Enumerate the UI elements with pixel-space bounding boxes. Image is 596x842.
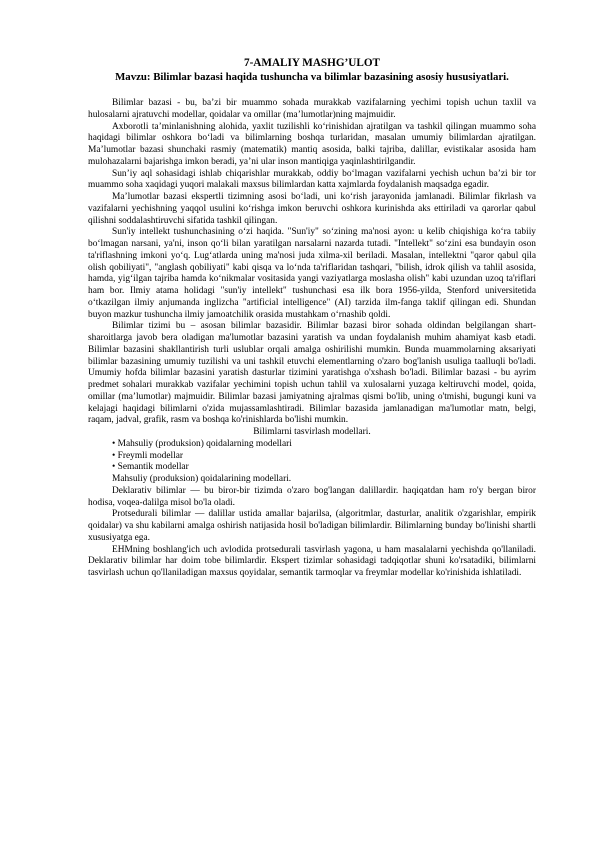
document-title: 7-AMALIY MASHG’ULOT [243, 57, 380, 69]
paragraph: Bilimlar bazasi - bu, ba’zi bir muammo sohada murakkab vazifalarning yechimi topish uchun taxlil va hulosalarni ajratuvchi modellar, qoidalar va omillar (ma’lumotlar)ning majmuidir. [88, 98, 536, 120]
list-item: • Freymli modellar [112, 451, 536, 463]
document-body [88, 98, 536, 580]
list-item: • Mahsuliy (produksion) qoidalarning modellari [112, 439, 536, 451]
section-heading: Bilimlarni tasvirlash modellari. [253, 427, 371, 437]
list-item: • Semantik modellar [112, 462, 536, 474]
paragraph: Deklarativ bilimlar — bu biror-bir tizimda o'zaro bog'langan dalillardir. haqiqatdan ham ro'y bergan biror hodisa, voqea-dalilga misol bo'la oladi. [88, 485, 536, 508]
paragraph: Mahsuliy (produksion) qoidalarining modellari. [112, 474, 292, 484]
paragraph: Sun’iy aql sohasidagi ishlab chiqarishlar murakkab, oddiy bo‘lmagan vazifalarni yechish uchun ba’zi bir tor muammo soha xaqidagi yuqori malakali maxsus bilimlardan katta xajmlarda foydalanish maqsadga egadir. [88, 168, 536, 191]
models-list [88, 439, 536, 474]
paragraph: Sun'iy intellekt tushunchasining o‘zi haqida. "Sun'iy" so‘zining ma'nosi ayon: u kelib chiqishiga ko‘ra tabiiy bo‘lmagan narsani, ya'ni, inson qo‘li bilan yaratilgan narsalarni nazarda tutadi. "Intellekt" so‘zini esa bundayin oson ta'riflashning imkoni yo‘q. Lug‘atlarda uning ma'nosi juda xilma-xil beriladi. Masalan, intellektni "qaror qabul qila olish qobiliyati", "anglash qobiliyati" kabi qisqa va lo‘nda ta'riflaridan tashqari, "bilish, idrok qilish va tahlil asosida, hamda, yig‘ilgan tajriba hamda ko‘nikmalar vositasida yangi vaziyatlarga moslasha olish" kabi uzundan uzoq ta'riflari ham bor. Ilmiy atama holidagi "sun'iy intellekt" tushunchasi esa ilk bora 1956-yilda, Stenford universitetida o‘tkazilgan ilmiy anjumanda inglizcha "artificial intelligence" (AI) tarzida ilm-fanga taklif qilingan edi. Shundan buyon mazkur tushuncha ilmiy jamoatchilik orasida mustahkam o‘rnashib qoldi. [88, 227, 536, 320]
paragraph: Axborotli ta’minlanishning alohida, yaxlit tuzilishli ko‘rinishidan ajratilgan va tashkil qilingan muammo soha haqidagi bilimlar oshkora bo‘ladi va bilimlarning boshqa turlaridan, masalan umumiy bilimlardan ajratilgan. Ma’lumotlar bazasi shunchaki rasmiy (matematik) mantiq asosida, balki tajriba, dalillar, evistikalar asosida ham mulohazalarni bajarishga imkon beradi, ya’ni ular inson mantiqiga yaqinlashtirilgandir. [88, 121, 536, 167]
paragraph: Protsedurali bilimlar — dalillar ustida amallar bajarilsa, (algoritmlar, dasturlar, analitik o'zgarishlar, empirik qoidalar) va shu kabilarni amalga oshirish natijasida hosil bo'ladigan bilimlardir. Bilimlarning bunday bo'linishi shartli xususiyatga ega. [88, 509, 536, 543]
paragraph: Bilimlar tizimi bu – asosan bilimlar bazasidir. Bilimlar bazasi biror sohada oldindan belgilangan shart-sharoitlarga javob bera oladigan ma'lumotlar bazasini yaratish va undan foydalanish muhim ahamiyat kasb etadi. Bilimlar bazasini shakllantirish turli uslublar orqali amalga oshirilishi mumkin. Bunda muammolarning aksariyati bilimlar bazasining umumiy tuzilishi va uni tashkil etuvchi elementlarning o'zaro bog'lanish usuliga taalluqli bo'ladi. Umumiy hofda bilimlar bazasini yaratish dasturlar tizimini yaratishga o'xshash bo'ladi. Bilimlar bazasi - bu ayrim predmet sohalari murakkab vazifalar yechimini topish uchun tahlil va xulosalarni yuzaga keltiruvchi model, qoida, omillar (ma’lumotlar) majmuidir. Bilimlar bazasi jamiyatning ajralmas qismi bo'lib, uning o'tmishi, bugungi kuni va kelajagi haqidagi bilimlarni o'zida mujassamlashtiradi. Bilimlar bazasida jamlanadigan ma'lumotlar matn, belgi, raqam, jadval, grafik, rasm va boshqa ko'rinishlarda bo'lishi mumkin. [88, 321, 536, 426]
paragraph: Ma’lumotlar bazasi ekspertli tizimning asosi bo‘ladi, uni ko‘rish jarayonida jamlanadi. Bilimlar fikrlash va vazifalarni yechishning yaqqol usulini ko‘rishga imkon beruvchi oshkora kurinishda aks ettiriladi va qarorlar qabul qilishni soddalashtiruvchi sifatida tashkil qilingan. [88, 192, 536, 226]
paragraph: EHMning boshlang'ich uch avlodida protsedurali tasvirlash yagona, u ham masalalarni yechishda qo'llaniladi. Deklarativ bilimlar har doim tobe bilimlardir. Ekspert tizimlar sohasidagi tadqiqotlar shuni ko'rsatadiki, bilimlarni tasvirlash uchun qo'llaniladigan maxsus qoyidalar, semantik tarmoqlar va freymlar modellar ko'rinishida ishlatiladi. [88, 544, 536, 578]
document-subtitle: Mavzu: Bilimlar bazasi haqida tushuncha va bilimlar bazasining asosiy hususiyatlari. [115, 71, 509, 83]
